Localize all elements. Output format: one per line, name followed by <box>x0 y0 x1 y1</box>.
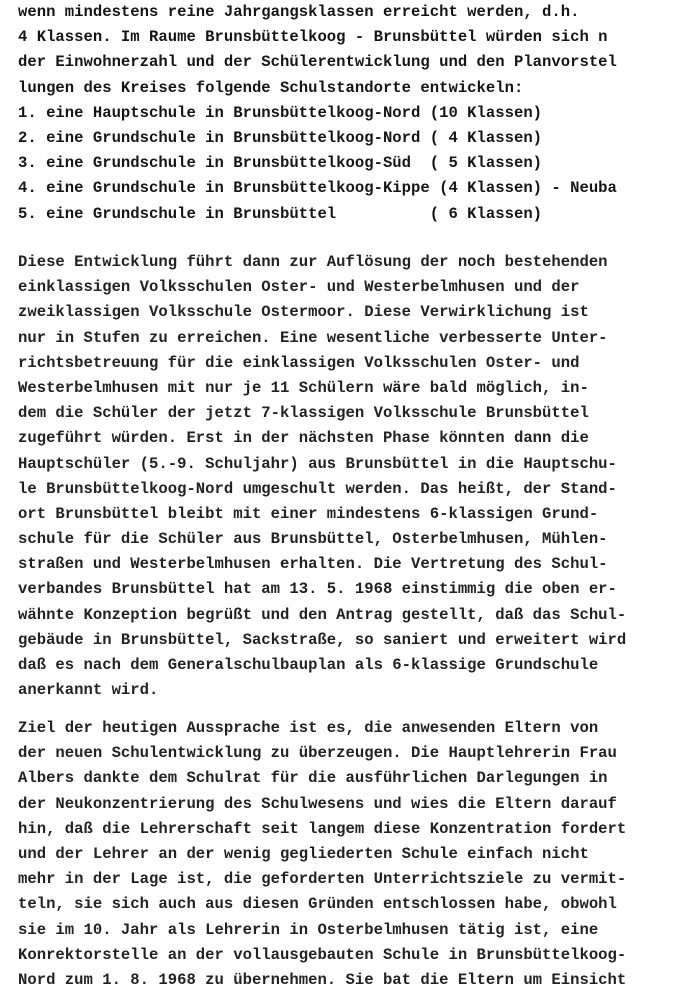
text-line: mehr in der Lage ist, die geforderten Unterrichtsziele zu vermit- <box>18 870 627 889</box>
text-line: Nord zum 1. 8. 1968 zu übernehmen. Sie bat die Eltern um Einsicht <box>18 970 627 989</box>
paragraph-discussion <box>18 716 626 993</box>
text-line: wähnte Konzeption begrüßt und den Antrag gestellt, daß das Schul- <box>18 605 627 624</box>
text-line: richtsbetreuung für die einklassigen Volksschulen Oster- und <box>18 353 580 372</box>
text-line: schule für die Schüler aus Brunsbüttel, Osterbelmhusen, Mühlen- <box>18 530 608 549</box>
text-line: 3. eine Grundschule in Brunsbüttelkoog-Süd ( 5 Klassen) <box>18 154 543 173</box>
text-line: anerkannt wird. <box>18 681 159 700</box>
text-line: 2. eine Grundschule in Brunsbüttelkoog-Nord ( 4 Klassen) <box>18 128 543 147</box>
text-line: Konrektorstelle an der vollausgebauten Schule in Brunsbüttelkoog- <box>18 945 627 964</box>
text-line: 1. eine Hauptschule in Brunsbüttelkoog-Nord (10 Klassen) <box>18 103 543 122</box>
text-line: der Neukonzentrierung des Schulwesens und wies die Eltern darauf <box>18 794 617 813</box>
text-line: 5. eine Grundschule in Brunsbüttel ( 6 Klassen) <box>18 204 543 223</box>
text-line: lungen des Kreises folgende Schulstandorte entwickeln: <box>18 78 524 97</box>
text-line: teln, sie sich auch aus diesen Gründen entschlossen habe, obwohl <box>18 895 617 914</box>
text-line: einklassigen Volksschulen Oster- und Westerbelmhusen und der <box>18 278 580 297</box>
text-line: sie im 10. Jahr als Lehrerin in Osterbelmhusen tätig ist, eine <box>18 920 599 939</box>
text-line: dem die Schüler der jetzt 7-klassigen Volksschule Brunsbüttel <box>18 404 589 423</box>
text-line: Diese Entwicklung führt dann zur Auflösung der noch bestehenden <box>18 253 608 271</box>
text-line: gebäude in Brunsbüttel, Sackstraße, so saniert und erweitert wird <box>18 630 627 649</box>
text-line: 4 Klassen. Im Raume Brunsbüttelkoog - Brunsbüttel würden sich n <box>18 28 608 47</box>
text-line: hin, daß die Lehrerschaft seit langem diese Konzentration fordert <box>18 819 627 838</box>
text-line: Albers dankte dem Schulrat für die ausführlichen Darlegungen in <box>18 769 608 788</box>
text-line: zweiklassigen Volksschule Ostermoor. Diese Verwirklichung ist <box>18 303 589 322</box>
text-line: straßen und Westerbelmhusen erhalten. Die Vertretung des Schul- <box>18 555 608 574</box>
text-line: le Brunsbüttelkoog-Nord umgeschult werden. Das heißt, der Stand- <box>18 479 617 498</box>
paragraph-school-locations <box>18 0 617 227</box>
text-line: der Einwohnerzahl und der Schülerentwicklung und den Planvorstel <box>18 53 617 72</box>
text-line: 4. eine Grundschule in Brunsbüttelkoog-Kippe (4 Klassen) - Neuba <box>18 179 617 198</box>
text-line: der neuen Schulentwicklung zu überzeugen. Die Hauptlehrerin Frau <box>18 744 617 763</box>
paragraph-development <box>18 250 626 703</box>
text-line: Westerbelmhusen mit nur je 11 Schülern wäre bald möglich, in- <box>18 378 589 397</box>
text-line: wenn mindestens reine Jahrgangsklassen erreicht werden, d.h. <box>18 3 580 21</box>
text-line: daß es nach dem Generalschulbauplan als 6-klassige Grundschule <box>18 656 599 674</box>
text-line: Ziel der heutigen Aussprache ist es, die anwesenden Eltern von <box>18 719 599 737</box>
text-line: verbandes Brunsbüttel hat am 13. 5. 1968 einstimmig die oben er- <box>18 580 617 599</box>
text-line: Hauptschüler (5.-9. Schuljahr) aus Brunsbüttel in die Hauptschu- <box>18 454 617 473</box>
text-line: und der Lehrer an der wenig gegliederten Schule einfach nicht <box>18 844 589 863</box>
text-line: nur in Stufen zu erreichen. Eine wesentliche verbesserte Unter- <box>18 328 608 347</box>
text-line: ort Brunsbüttel bleibt mit einer mindestens 6-klassigen Grund- <box>18 504 599 523</box>
text-line: zugeführt würden. Erst in der nächsten Phase könnten dann die <box>18 429 589 448</box>
